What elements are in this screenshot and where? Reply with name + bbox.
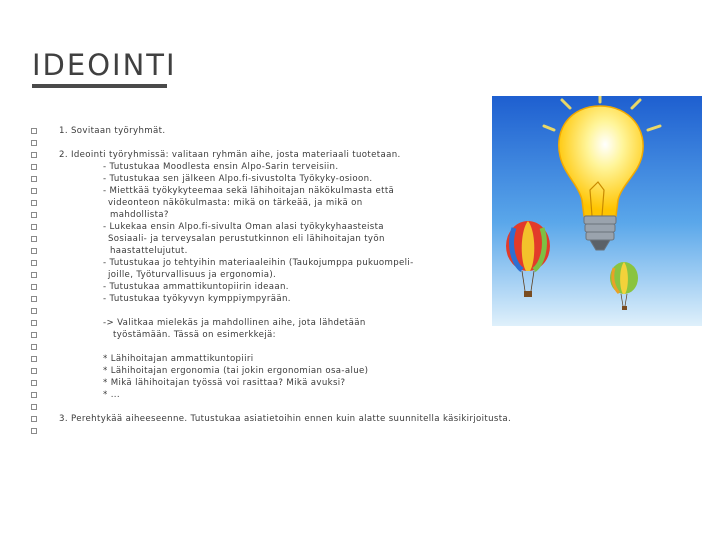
bullet-square-icon	[31, 140, 37, 146]
bullet-square-icon	[31, 188, 37, 194]
body-text-line: - Tutustukaa jo tehtyihin materiaaleihin (Taukojumppa pukuompeli-	[103, 258, 414, 268]
bullet-square-icon	[31, 392, 37, 398]
body-text-line: 2. Ideointi työryhmissä: valitaan ryhmän aihe, josta materiaali tuotetaan.	[59, 150, 401, 160]
bullet-square-icon	[31, 320, 37, 326]
bullet-square-icon	[31, 200, 37, 206]
body-text-line: - Lukekaa ensin Alpo.fi-sivulta Oman alasi työkykyhaasteista	[103, 222, 384, 232]
bullet-square-icon	[31, 284, 37, 290]
bullet-square-icon	[31, 380, 37, 386]
bullet-square-icon	[31, 368, 37, 374]
bullet-square-icon	[31, 224, 37, 230]
bullet-square-icon	[31, 332, 37, 338]
body-text-line: 1. Sovitaan työryhmät.	[59, 126, 166, 136]
bullet-square-icon	[31, 128, 37, 134]
body-text-line: - Tutustukaa sen jälkeen Alpo.fi-sivustolta Työkyky-osioon.	[103, 174, 373, 184]
bullet-square-icon	[31, 356, 37, 362]
bullet-square-icon	[31, 152, 37, 158]
body-text-line: * Lähihoitajan ergonomia (tai jokin ergonomian osa-alue)	[103, 366, 369, 376]
body-text-line: työstämään. Tässä on esimerkkejä:	[113, 330, 276, 340]
bullet-square-icon	[31, 164, 37, 170]
bullet-square-icon	[31, 428, 37, 434]
body-text-line: - Tutustukaa ammattikuntopiirin ideaan.	[103, 282, 289, 292]
body-text-line: - Tutustukaa Moodlesta ensin Alpo-Sarin terveisiin.	[103, 162, 339, 172]
bullet-square-icon	[31, 404, 37, 410]
bullet-square-icon	[31, 260, 37, 266]
body-text-line: videonteon näkökulmasta: mikä on tärkeää, ja mikä on	[108, 198, 363, 208]
body-text-line: haastattelujutut.	[110, 246, 188, 256]
bullet-square-icon	[31, 416, 37, 422]
body-text-line: Sosiaali- ja terveysalan perustutkinnon eli lähihoitajan työn	[108, 234, 385, 244]
bullet-square-icon	[31, 236, 37, 242]
bullet-square-icon	[31, 176, 37, 182]
body-text-line: -> Valitkaa mielekäs ja mahdollinen aihe, jota lähdetään	[103, 318, 366, 328]
bullet-square-icon	[31, 212, 37, 218]
title-underline	[32, 84, 167, 88]
body-text-line: * Lähihoitajan ammattikuntopiiri	[103, 354, 254, 364]
bullet-square-icon	[31, 344, 37, 350]
bullet-square-icon	[31, 308, 37, 314]
bullet-square-icon	[31, 272, 37, 278]
body-text-line: mahdollista?	[110, 210, 169, 220]
lightbulb-balloons-illustration	[492, 96, 702, 326]
bullet-square-icon	[31, 296, 37, 302]
body-text-line: * Mikä lähihoitajan työssä voi rasittaa? Mikä avuksi?	[103, 378, 346, 388]
bullet-square-icon	[31, 248, 37, 254]
body-text-line: - Miettkää työkykyteemaa sekä lähihoitajan näkökulmasta että	[103, 186, 395, 196]
slide-title: IDEOINTI	[32, 48, 177, 82]
body-text-line: * ...	[103, 390, 120, 400]
body-text-line: 3. Perehtykää aiheeseenne. Tutustukaa asiatietoihin ennen kuin alatte suunnitella käsikirjoitusta.	[59, 414, 512, 424]
body-text-line: - Tutustukaa työkyvyn kymppiympyrään.	[103, 294, 291, 304]
body-text-line: joille, Työturvallisuus ja ergonomia).	[108, 270, 277, 280]
